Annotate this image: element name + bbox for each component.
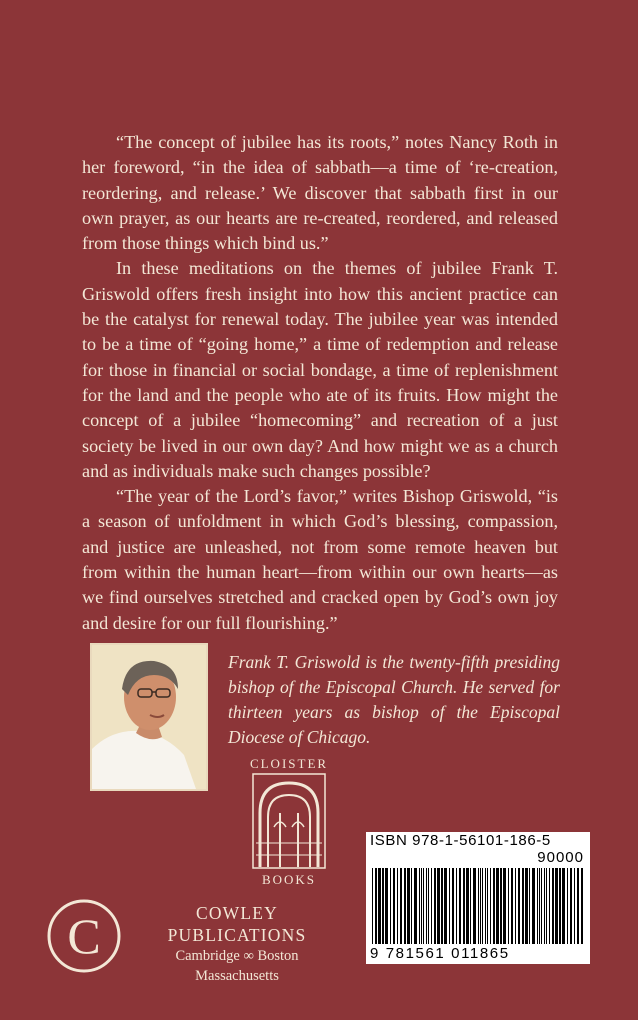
barcode-bar [390, 868, 391, 944]
publisher-block [132, 902, 342, 986]
barcode-bar [539, 868, 540, 944]
barcode-bar [487, 868, 488, 944]
barcode-digits: 9 781561 011865 [370, 945, 510, 962]
barcode-bar [525, 868, 528, 944]
books-label: BOOKS [261, 872, 317, 887]
barcode-bar [529, 868, 530, 944]
barcode-bar [493, 868, 495, 944]
barcode-bar [496, 868, 499, 944]
barcode-bar [541, 868, 542, 944]
barcode-bar [581, 868, 583, 944]
barcode-bar [393, 868, 395, 944]
barcode-bar [552, 868, 554, 944]
barcode-bar [515, 868, 516, 944]
barcode-bar [459, 868, 461, 944]
barcode-bar [537, 868, 538, 944]
barcode-bar [423, 868, 424, 944]
barcode-bar [577, 868, 579, 944]
barcode-bar [508, 868, 509, 944]
barcode-bar [382, 868, 384, 944]
barcode-bar [397, 868, 398, 944]
barcode-bar [400, 868, 402, 944]
barcode-bar [522, 868, 524, 944]
barcode-bar [482, 868, 483, 944]
barcode-bar [407, 868, 410, 944]
barcode-bar [567, 868, 568, 944]
cloister-books-logo [246, 756, 332, 887]
barcode-bar [480, 868, 481, 944]
barcode-bar [503, 868, 506, 944]
barcode-bar [473, 868, 476, 944]
barcode-bar [421, 868, 422, 944]
barcode-bar [456, 868, 457, 944]
back-cover-blurb [82, 130, 558, 636]
barcode-bars [372, 868, 584, 944]
barcode-bar [375, 868, 377, 944]
barcode-bar [559, 868, 561, 944]
barcode-bar [485, 868, 486, 944]
barcode-bar [378, 868, 381, 944]
barcode-bar [546, 868, 547, 944]
barcode-bar [434, 868, 436, 944]
barcode-bar [549, 868, 550, 944]
blurb-paragraph-2: In these meditations on the themes of jubilee Frank T. Griswold offers fresh insight into how this ancient practice can be the catalyst for renewal today. The jubilee year was intended to be a time of “going home,” a time of redemption and release for those in financial or social bondage, a time of replenishment for the land and the people who ate of its fruits. How might the concept of a jubilee “homecoming” and recreation of a just society be lived in our own day? And how might we as a church and as individuals make such changes possible? [82, 258, 558, 481]
publisher-cities: Cambridge ∞ Boston [175, 948, 299, 964]
barcode-bar [478, 868, 479, 944]
barcode-bar [437, 868, 440, 944]
barcode-bar [428, 868, 429, 944]
barcode-bar [372, 868, 373, 944]
isbn-label: ISBN 978-1-56101-186-5 [370, 832, 551, 849]
barcode-bar [411, 868, 412, 944]
barcode-bar [441, 868, 443, 944]
barcode-bar [414, 868, 417, 944]
logo-letter: C [67, 908, 101, 964]
publisher-name: COWLEY PUBLICATIONS [167, 903, 307, 945]
author-bio: Frank T. Griswold is the twenty-fifth presiding bishop of the Episcopal Church. He served for thirteen years as bishop of the Episcopal Diocese of Chicago. [228, 652, 560, 747]
barcode-bar [544, 868, 545, 944]
barcode-bar [511, 868, 513, 944]
author-photo [90, 643, 208, 791]
price-code: 90000 [537, 849, 584, 866]
blurb-paragraph-3: “The year of the Lord’s favor,” writes Bishop Griswold, “is a season of unfoldment in which God’s blessing, compassion, and justice are unleashed, not from some remote heaven but from within the human heart—from within our own hearts—as we find ourselves stretched and cracked open by God’s own joy and desire for our full flourishing.” [82, 486, 558, 633]
barcode-bar [466, 868, 469, 944]
barcode-bar [518, 868, 520, 944]
barcode-bar [562, 868, 565, 944]
barcode-bar [385, 868, 388, 944]
publisher-state: Massachusetts [195, 968, 279, 984]
barcode-bar [404, 868, 406, 944]
barcode-bar [500, 868, 502, 944]
barcode-bar [490, 868, 491, 944]
barcode-bar [470, 868, 471, 944]
cloister-arch-icon [252, 773, 326, 869]
barcode-bar [452, 868, 454, 944]
barcode-bar [444, 868, 447, 944]
barcode-bar [426, 868, 427, 944]
barcode-bar [570, 868, 572, 944]
barcode-bar [555, 868, 558, 944]
isbn-barcode [366, 832, 590, 964]
barcode-bar [574, 868, 575, 944]
cowley-c-logo-icon [46, 898, 122, 974]
barcode-bar [449, 868, 450, 944]
cloister-label: CLOISTER [249, 756, 329, 771]
barcode-bar [532, 868, 535, 944]
barcode-bar [463, 868, 465, 944]
blurb-paragraph-1: “The concept of jubilee has its roots,” notes Nancy Roth in her foreword, “in the idea of sabbath—a time of ‘re-creation, reordering, and release.’ We discover that sabbath first in our own prayer, as our hearts are re-created, reordered, and released from those things which bind us.” [82, 132, 558, 254]
barcode-bar [419, 868, 420, 944]
barcode-bar [431, 868, 432, 944]
